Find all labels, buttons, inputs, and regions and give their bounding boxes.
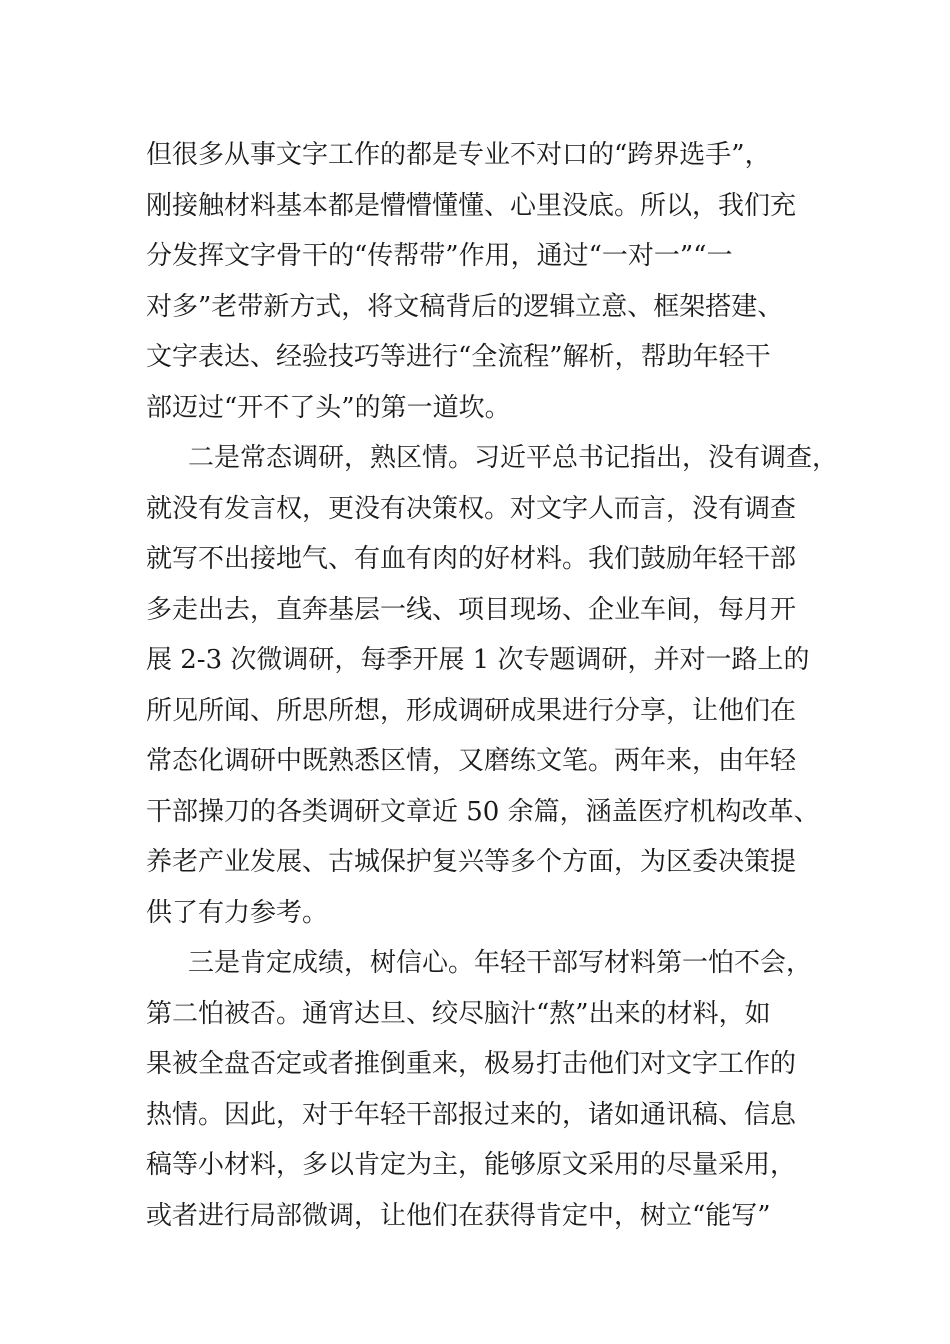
paragraph-start-line: 二是常态调研，熟区情。习近平总书记指出，没有调查， (188, 443, 839, 473)
text-line: 就没有发言权，更没有决策权。对文字人而言，没有调查 (146, 493, 797, 524)
text-line: 常态化调研中既熟悉区情，又磨练文笔。两年来，由年轻 (146, 746, 797, 776)
text-line: 刚接触材料基本都是懵懵懂懂、心里没底。所以，我们充 (146, 190, 797, 221)
paragraph-start-line: 三是肯定成绩，树信心。年轻干部写材料第一怕不会， (188, 948, 813, 978)
document-body (146, 130, 839, 1241)
text-line: 文字表达、经验技巧等进行“全流程”解析，帮助年轻干 (146, 342, 771, 372)
text-line: 对多”老带新方式，将文稿背后的逻辑立意、框架搭建、 (146, 291, 784, 322)
text-line: 稿等小材料，多以肯定为主，能够原文采用的尽量采用， (146, 1150, 797, 1180)
text-line: 或者进行局部微调，让他们在获得肯定中，树立“能写” (146, 1200, 771, 1231)
text-line: 就写不出接地气、有血有肉的好材料。我们鼓励年轻干部 (146, 544, 797, 574)
text-line: 部迈过“开不了头”的第一道坎。 (146, 392, 511, 423)
text-line: 养老产业发展、古城保护复兴等多个方面，为区委决策提 (146, 847, 797, 877)
text-line: 分发挥文字骨干的“传帮带”作用，通过“一对一”“一 (146, 241, 733, 271)
text-line: 干部操刀的各类调研文章近 50 余篇，涵盖医疗机构改革、 (146, 796, 820, 827)
text-line: 第二怕被否。通宵达旦、绞尽脑汁“熬”出来的材料，如 (146, 998, 771, 1029)
text-line: 热情。因此，对于年轻干部报过来的，诸如通讯稿、信息 (146, 1099, 797, 1130)
text-line: 多走出去，直奔基层一线、项目现场、企业车间，每月开 (146, 594, 797, 625)
text-line: 但很多从事文字工作的都是专业不对口的“跨界选手”， (146, 140, 771, 170)
text-line: 果被全盘否定或者推倒重来，极易打击他们对文字工作的 (146, 1049, 797, 1079)
text-line: 供了有力参考。 (146, 897, 329, 928)
text-line: 展 2-3 次微调研，每季开展 1 次专题调研，并对一路上的 (146, 645, 810, 675)
text-line: 所见所闻、所思所想，形成调研成果进行分享，让他们在 (146, 695, 797, 726)
